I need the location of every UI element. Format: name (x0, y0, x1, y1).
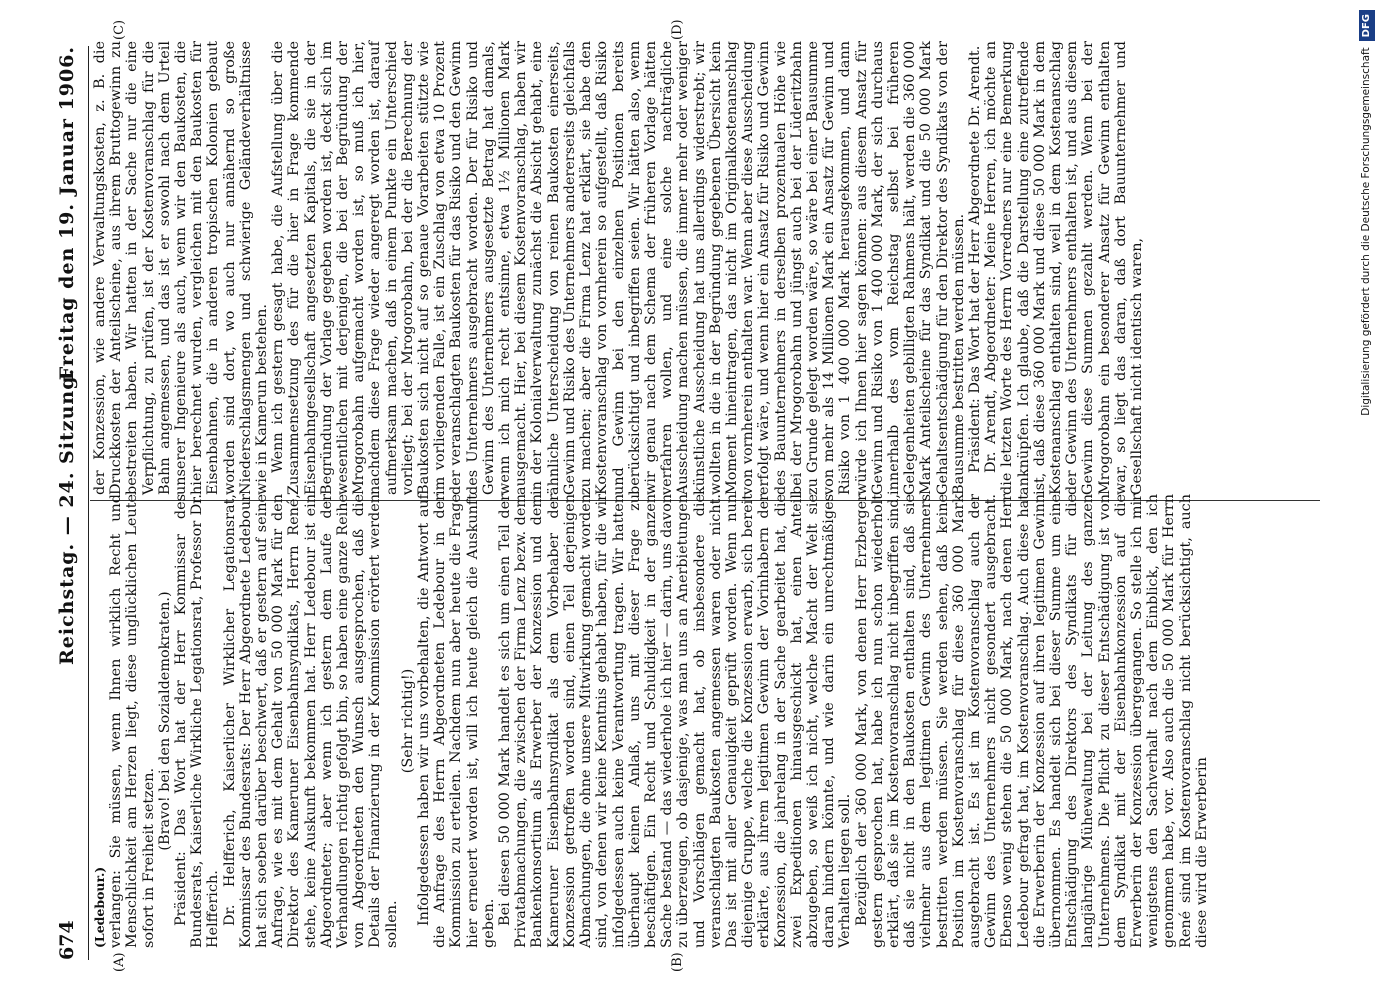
page-number: 674 (56, 920, 78, 960)
header-rule (88, 46, 89, 960)
dfg-logo: DFG (1359, 10, 1375, 41)
page-header (52, 46, 86, 960)
paragraph: Infolgedessen haben wir uns vorbehalten, die Antwort auf die Anfrage des Herrn Abgeordneten Ledebour in der Kommission zu erteilen. Nachdem nun aber heute die Frage hier erneuert worden ist, will ich heute gleich die Auskunft geben. (416, 494, 497, 948)
margin-marker-d: (D) (670, 19, 685, 40)
session-date: Freitag den 19. Januar 1906. (56, 46, 78, 381)
paragraph: Dr. Arendt, Abgeordneter: Meine Herren, ich möchte an die letzten Worte des Herrn Vorredners nur eine Bemerkung anknüpfen. Ich glaube, daß die Darstellung eine zutreffende ist, daß diese 360 000 Mark und diese 50 000 Mark in dem Kostenanschlag enthalten sind, weil in dem Kostenanschlag der Gewinn des Unternehmers enthalten ist, und aus diesem Gewinn diese Summen gezahlt werden. Wenn bei der Mrogorobahn ein besonderer Ansatz für Gewinn enthalten war, so liegt das daran, daß dort Bauunternehmer und Gesellschaft nicht identisch waren, (983, 41, 1145, 495)
paragraph: der Konzession, wie andere Verwaltungskosten, z. B. die Druckkosten der Anteilscheine, aus ihrem Bruttogewinn zu bestreiten haben. Wir hatten in der Sache nur die eine Verpflichtung, zu prüfen, ist der Kostenvoranschlag für die Bahn angemessen, und das ist er sowohl nach dem Urteil unserer Ingenieure als auch, wenn wir den Baukosten, die hier berechnet wurden, vergleichen mit den Baukosten für Eisenbahnen, die in anderen tropischen Kolonien gebaut worden sind dort, wo auch nur annähernd so große Niederschlagsmengen und schwierige Geländeverhältnisse wie in Kamerun bestehen. (92, 41, 271, 495)
margin-marker-b: (B) (670, 952, 685, 972)
paragraph: Dr. Helfferich, Kaiserlicher Wirklicher Legationsrat, Kommissar des Bundesrats: Der Herr Abgeordnete Ledebour hat sich soeben darüber beschwert, daß er gestern auf seine Anfrage, wie es mit dem Gehalt von 50 000 Mark für den Direktor des Kameruner Eisenbahnsyndikats, Herrn René, stehe, keine Auskunft bekommen hat. Herr Ledebour ist ein Abgeordneter; aber wenn ich gestern dem Laufe der Verhandlungen richtig gefolgt bin, so haben eine ganze Reihe von Abgeordneten den Wunsch ausgesprochen, daß die Details der Finanzierung in der Kommission erörtert werden sollen. (221, 494, 400, 948)
credit-text: Digitalisierung gefördert durch die Deutsche Forschungsgemeinschaft (1360, 47, 1372, 416)
paragraph: Bezüglich der 360 000 Mark, von denen Herr Erzberger gestern gesprochen hat, habe ich nun schon wiederholt erklärt, daß sie im Kostenvoranschlag nicht inbegriffen sind, daß sie nicht in den Baukosten enthalten sind, daß sie vielmehr aus dem legitimen Gewinn des Unternehmers bestritten werden müssen. Sie werden sehen, daß keine Position im Kostenvoranschlag für diese 360 000 Mark ausgebracht ist. Es ist im Kostenvoranschlag auch der Gewinn des Unternehmers nicht gesondert ausgebracht. Ebenso wenig stehen die 50 000 Mark, nach denen Herr Ledebour gefragt hat, im Kostenvoranschlag. Auch diese hat die Erwerberin der Konzession auf ihren legitimen Gewinn übernommen. Es handelt sich bei dieser Summe um eine Entschädigung des Direktors des Syndikats für die langjährige Mühewaltung bei der Leitung des ganzen Unternehmens. Die Pflicht zu dieser Entschädigung ist von dem Syndikat mit der Eisenbahnkonzession auf die Erwerberin der Konzession übergegangen. So stelle ich mir wenigstens den Sachverhalt nach dem Einblick, den ich genommen habe, vor. Also auch die 50 000 Mark für Herrn René sind im Kostenvoranschlag nicht berücksichtigt, auch diese wird die Erwerberin (853, 494, 1210, 948)
interjection: (Sehr richtig!) (399, 668, 416, 774)
interjection: (Bravo! bei den Sozialdemokraten.) (156, 591, 173, 851)
right-column (92, 41, 1145, 495)
margin-marker-a: (A) (112, 952, 127, 972)
speaker-continuation: (Ledebour.) (92, 866, 107, 948)
paragraph: Wenn ich gestern gesagt habe, die Aufstellung über die Zusammensetzung des für die hier in Frage kommende Eisenbahngesellschaft angesetzten Kapitals, die sie in der Begründung der Vorlage gegeben worden ist, deckt sich im wesentlichen mit derjenigen, die bei der Begründung der Mrogorobahn aufgemacht worden ist, so muß ich hier, nachdem diese Frage wieder angeregt worden ist, darauf aufmerksam machen, daß in einem Punkte ein Unterschied vorliegt; bei der Mrogorobahn, bei der die Berechnung der Baukosten sich nicht auf so genaue Vorarbeiten stützte wie im vorliegenden Falle, ist ein Zuschlag von etwa 10 Prozent der veranschlagten Baukosten für das Risiko und den Gewinn des Unternehmers ausgebracht worden. Der für Risiko und Gewinn des Unternehmers ausgesetzte Betrag hat damals, wenn ich mich recht entsinne, etwa 1½ Millionen Mark ausgemacht. Hier, bei diesem Kostenvoranschlag, haben wir in der Kolonialverwaltung zunächst die Absicht gehabt, eine ähnliche Unterscheidung von reinen Baukosten einerseits, Gewinn und Risiko des Unternehmers andererseits gleichfalls zu machen; aber die Firma Lenz hat erklärt, sie habe den Kostenvoranschlag von vornherein so aufgestellt, daß Risiko und Gewinn bei den einzelnen Positionen bereits berücksichtigt und inbegriffen seien. Wir hätten also, wenn wir genau nach dem Schema der früheren Vorlage hätten verfahren wollen, und eine solche nachträgliche Ausscheidung machen müssen, die immer mehr oder weniger künstliche Ausscheidung hat uns allerdings widerstrebt; wir wollten in die in der Begründung gegebenen Übersicht kein Moment hineintragen, das nicht im Originalkostenanschlag von vornherein enthalten war. Wenn aber diese Ausscheidung erfolgt wäre, und wenn hier ein Ansatz für Risiko und Gewinn des Bauunternehmers in derselben prozentualen Höhe wie bei der Mrogorobahn und jüngst auch bei der Lüderitzbahn zu Grunde gelegt worden wäre, so wäre bei einer Bausumme von mehr als 14 Millionen Mark ein Ansatz für Gewinn und Risiko von 1 400 000 Mark herausgekommen, und dann würde ich Ihnen hier sagen können: aus diesem Ansatz für Gewinn und Risiko von 1 400 000 Mark, der sich durchaus innerhalb des vom Reichstag selbst bei früheren Gelegenheiten gebilligten Rahmens hält, werden die 360 000 Mark Anteilscheine für das Syndikat und die 50 000 Mark Gehaltsentschädigung für den Direktor des Syndikats von der Bausumme bestritten werden müssen. (270, 41, 967, 495)
running-title: Reichstag. — 24. Sitzung. (56, 367, 78, 665)
left-column (92, 494, 1210, 948)
paragraph-president: Präsident: Das Wort hat der Herr Kommissar des Bundesrats, Kaiserliche Wirkliche Legationsrat, Professor Dr. Helfferich. (173, 494, 222, 948)
margin-marker-c: (C) (112, 19, 127, 40)
paragraph-president: Präsident: Das Wort hat der Herr Abgeordnete Dr. Arendt. (966, 45, 983, 473)
paragraph: verlangen: Sie müssen, wenn Ihnen wirklich Recht und Menschlichkeit am Herzen liegt, diese unglücklichen Leute sofort in Freiheit setzen. (108, 494, 157, 948)
paragraph: Bei diesen 50 000 Mark handelt es sich um einen Teil der Privatabmachungen, die zwischen der Firma Lenz bezw. dem Bankenkonsortium als Erwerber der Konzession und dem Kameruner Eisenbahnsyndikat als dem Vorbehaber der Konzession getroffen worden sind, einen Teil derjenigen Abmachungen, die ohne unsere Mitwirkung gemacht worden sind, von denen wir keine Kenntnis gehabt haben, für die wir infolgedessen auch keine Verantwortung tragen. Wir hatten überhaupt keinen Anlaß, uns mit dieser Frage zu beschäftigen. Ein Recht und Schuldigkeit in der ganzen Sache bestand — das wiederhole ich hier — darin, uns davon zu überzeugen, ob dasjenige, was man uns an Anerbietungen und Vorschlägen gemacht hat, ob insbesondere die veranschlagten Baukosten angemessen waren oder nicht. Das ist mit aller Genauigkeit geprüft worden. Wenn nun diejenige Gruppe, welche die Konzession erwarb, sich bereit erklärte, aus ihrem legitimen Gewinn der Vorinhabern der Konzession, die jahrelang in der Sache gearbeitet hat, die zwei Expeditionen hinausgeschickt hat, einen Anteil abzugeben, so weiß ich nicht, welche Macht der Welt sie daran hindern könnte, und wie darin ein unrechtmäßiges Verhalten liegen soll. (497, 494, 854, 948)
digitization-credit (1353, 10, 1379, 990)
